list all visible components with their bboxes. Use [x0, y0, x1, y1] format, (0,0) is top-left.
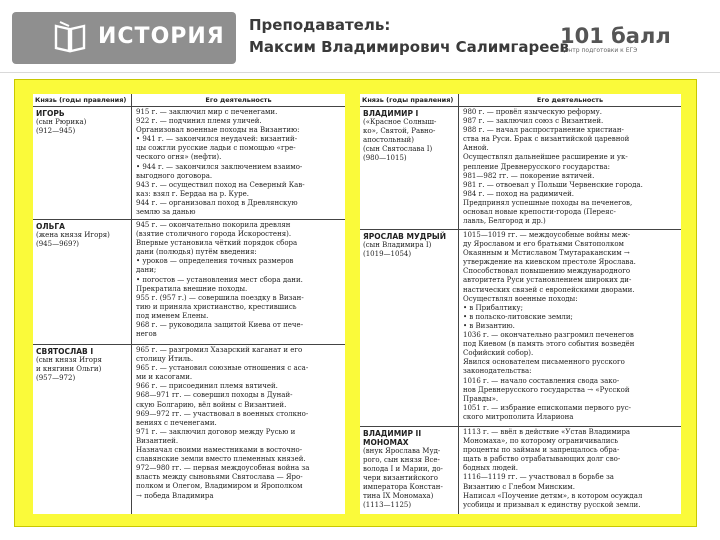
deed-line: законодательства: [463, 367, 532, 376]
ruler-detail: (сын Рюрика) [36, 118, 87, 126]
ruler-detail: волода I и Марии, до- [363, 465, 443, 473]
deed-line: • 941 г. — закончился неудачей: византий- [136, 135, 298, 144]
deed-line: 915 г. — заключил мир с печенегами. [136, 108, 278, 116]
deed-line: 945 г. — окончательно покорила древлян [136, 221, 291, 229]
brand-logo [560, 26, 710, 54]
deed-line: 965 г. — установил союзные отношения с аса- [136, 364, 309, 373]
deed-line: • в Византию. [463, 321, 515, 330]
deed-line: • погостов — установления мест сбора дани. [136, 275, 303, 284]
deeds-cell [132, 107, 345, 219]
table-body-left [33, 107, 345, 514]
brand-tagline: Центр подготовки к ЕГЭ [560, 47, 638, 54]
deed-line: Предпринял успешные походы на печенегов, [463, 198, 633, 207]
deed-line: под именем Елены. [136, 311, 209, 320]
deed-line: Осуществлял военные походы: [463, 294, 578, 303]
deed-line: 1113 г. — ввёл в действие «Устав Владимира [463, 428, 631, 436]
table-header [360, 94, 681, 107]
deed-line: 943 г. — осуществил поход на Северный Кав- [136, 180, 305, 189]
deed-line: дани; [136, 266, 157, 275]
deed-line: ду Ярославом и его братьями Святополком [463, 240, 624, 249]
ruler-detail: ко», Святой, Равно- [363, 127, 436, 135]
table-row [33, 107, 345, 220]
deed-line: щать в рабство отрабатывающих долг сво- [463, 455, 621, 464]
ruler-detail: рого, сын князя Все- [363, 456, 440, 464]
table-row [360, 427, 681, 514]
ruler-detail: (980—1015) [363, 154, 407, 162]
deed-line: ми и касогами. [136, 373, 193, 382]
ruler-detail: и княгини Ольги) [36, 365, 102, 373]
ruler-detail: тина IX Мономаха) [363, 492, 434, 500]
deed-line: 965 г. — разгромил Хазарский каганат и его [136, 346, 303, 354]
deed-line: скую Болгарию, вёл войны с Византией. [136, 400, 287, 409]
deed-line: 1116—1119 гг. — участвовал в борьбе за [463, 473, 614, 482]
deed-line: Византию с Глебом Минским. [463, 482, 575, 491]
deed-line: каз: взял г. Бердаа на р. Куре. [136, 189, 249, 198]
deeds-cell [132, 220, 345, 344]
page-header [0, 0, 720, 73]
deed-line: цы сожгли русские ладьи с помощью «гре- [136, 144, 296, 153]
deed-line: 944 г. — организовал поход в Древлянскую [136, 198, 298, 207]
ruler-detail: (жена князя Игоря) [36, 231, 110, 239]
deed-line: 971 г. — заключил договор между Русью и [136, 427, 296, 436]
ruler-name: СВЯТОСЛАВ I [36, 347, 94, 356]
deed-line: 972—980 гг. — первая междоусобная война за [136, 464, 310, 473]
table-row [33, 220, 345, 345]
ruler-detail: (945—969?) [36, 240, 79, 248]
ruler-detail: (внук Ярослава Муд- [363, 447, 441, 455]
teacher-name: Максим Владимирович Салимгареев [249, 38, 570, 56]
deed-line: негов [136, 330, 157, 339]
ruler-cell [360, 427, 459, 514]
deed-line: Организовал военные походы на Византию: [136, 126, 300, 135]
deed-line: настических связей с европейскими дворами. [463, 285, 635, 294]
ruler-detail: (сын князя Игоря [36, 356, 102, 364]
ruler-cell [360, 230, 459, 426]
deed-line: бодных людей. [463, 464, 519, 473]
ruler-cell [33, 345, 132, 514]
deeds-cell [459, 107, 681, 229]
teacher-info [249, 14, 569, 58]
deed-line: ства на Руси. Брак с византийской царевной [463, 135, 630, 144]
subject-title: ИСТОРИЯ [98, 24, 225, 49]
header-ruler: Князь (годы правления) [33, 94, 132, 106]
table-header [33, 94, 345, 107]
table-row [360, 107, 681, 230]
ruler-detail: апостольный) [363, 136, 414, 144]
deed-line: 1051 г. — избрание епископами первого рус- [463, 403, 632, 412]
deed-line: полком и Олегом, Владимиром и Ярополком [136, 482, 303, 491]
deed-line: • уроков — определения точных размеров [136, 257, 294, 266]
ruler-name: ИГОРЬ [36, 109, 65, 118]
deed-line: выгодного договора. [136, 171, 213, 180]
ruler-detail: (912—945) [36, 127, 76, 135]
deed-line: 968—971 гг. — совершил походы в Дунай- [136, 391, 293, 400]
deed-line: 922 г. — подчинил племя уличей. [136, 117, 262, 126]
brand-name: 101 балл [560, 24, 671, 48]
deed-line: 1016 г. — начало составления свода зако- [463, 376, 620, 385]
table-page-right [360, 94, 681, 514]
deed-line: столицу Итиль. [136, 355, 194, 364]
deed-line: тию и приняла христианство, крестившись [136, 302, 297, 311]
deed-line: под Киевом (в память этого события возведён [463, 340, 635, 349]
deed-line: репление Древнерусского государства: [463, 162, 610, 171]
deed-line: дани (полюдья) путём введения: [136, 248, 257, 257]
deed-line: власть между сыновьями Святослава — Яро- [136, 473, 303, 482]
deed-line: Правды». [463, 394, 499, 403]
deed-line: вениях с печенегами. [136, 418, 217, 427]
deed-line: утверждение на киевском престоле Ярослава. [463, 258, 636, 267]
ruler-cell [33, 220, 132, 344]
ruler-name: ВЛАДИМИР I [363, 109, 419, 118]
deed-line: основал новые крепости-города (Переяс- [463, 208, 616, 217]
deed-line: 955 г. (957 г.) — совершила поездку в Визан- [136, 293, 304, 302]
deed-line: 984 г. — поход на радимичей. [463, 189, 574, 198]
deed-line: Прекратила внешние походы. [136, 284, 248, 293]
deed-line: 966 г. — присоединил племя вятичей. [136, 382, 278, 391]
deed-line: 968 г. — руководила защитой Киева от пече- [136, 321, 304, 330]
table-page-left [33, 94, 345, 514]
deeds-cell [459, 230, 681, 426]
deed-line: → победа Владимира [136, 491, 214, 500]
deed-line: ческого огня» (нефти). [136, 153, 222, 162]
deed-line: 1036 г. — окончательно разгромил печенегов [463, 331, 634, 340]
deed-line: Назначал своими наместниками в восточно- [136, 446, 303, 455]
deed-line: Анной. [463, 144, 489, 153]
deed-line: (взятие столичного города Искоростеня). [136, 230, 292, 239]
header-deeds: Его деятельность [536, 96, 604, 104]
deed-line: проценты по займам и запрещалось обра- [463, 446, 620, 455]
header-ruler: Князь (годы правления) [360, 94, 459, 106]
deed-line: нов Древнерусского государства → «Русской [463, 385, 630, 394]
subject-badge [12, 12, 236, 64]
ruler-name: ВЛАДИМИР II МОНОМАХ [363, 429, 422, 447]
deed-line: 981—982 гг. — покорение вятичей. [463, 171, 595, 180]
ruler-name: ОЛЬГА [36, 222, 65, 231]
deed-line: 980 г. — провёл языческую реформу. [463, 108, 602, 116]
deed-line: Впервые установила чёткий порядок сбора [136, 239, 298, 248]
deed-line: Мономаха», по которому ограничивались [463, 437, 619, 446]
ruler-cell [33, 107, 132, 219]
deed-line: • в Прибалтику; [463, 303, 523, 312]
deed-line: 988 г. — начал распространение христиан- [463, 126, 624, 135]
table-row [360, 230, 681, 427]
deed-line: Явился основателем письменного русского [463, 358, 625, 367]
deed-line: Написал «Поучение детям», в котором осуждал [463, 491, 643, 500]
deed-line: 969—972 гг. — участвовал в военных столкно- [136, 409, 309, 418]
deed-line: Окаянным и Мстиславом Тмутараканским → [463, 249, 630, 258]
deed-line: Византией. [136, 436, 179, 445]
deed-line: • 944 г. — закончился заключением взаимо- [136, 162, 303, 171]
deed-line: Софийский собор). [463, 349, 534, 358]
table-body-right [360, 107, 681, 514]
deed-line: 1015—1019 гг. — междоусобные войны меж- [463, 231, 631, 239]
deed-line: усобицы и призывал к единству русской земли. [463, 500, 641, 509]
deed-line: славянские земли вместо племенных князей. [136, 455, 306, 464]
deed-line: землю за данью [136, 208, 196, 217]
deed-line: лавль, Белгород и др.) [463, 217, 546, 226]
deeds-cell [459, 427, 681, 514]
ruler-detail: императора Констан- [363, 483, 443, 491]
open-book-icon [52, 20, 88, 54]
deed-line: авторитета Руси установлением широких ди- [463, 276, 632, 285]
deeds-cell [132, 345, 345, 514]
deed-line: 981 г. — отвоевал у Польши Червенские города. [463, 180, 643, 189]
ruler-detail: («Красное Солныш- [363, 118, 437, 126]
ruler-cell [360, 107, 459, 229]
ruler-detail: (сын Владимира I) [363, 241, 432, 249]
header-deeds: Его деятельность [205, 96, 272, 104]
deed-line: ского митрополита Илариона [463, 412, 574, 421]
ruler-detail: (1019—1054) [363, 250, 412, 258]
teacher-label: Преподаватель: [249, 16, 391, 34]
deed-line: 987 г. — заключил союз с Византией. [463, 117, 604, 126]
table-row [33, 345, 345, 514]
ruler-detail: (957—972) [36, 374, 76, 382]
ruler-name: ЯРОСЛАВ МУДРЫЙ [363, 232, 446, 241]
ruler-detail: (1113—1125) [363, 501, 412, 509]
ruler-detail: чери византийского [363, 474, 439, 482]
deed-line: • в польско-литовские земли; [463, 312, 573, 321]
deed-line: Способствовал повышению международного [463, 267, 631, 276]
deed-line: Осуществлял дальнейшее расширение и ук- [463, 153, 628, 162]
ruler-detail: (сын Святослава I) [363, 145, 433, 153]
